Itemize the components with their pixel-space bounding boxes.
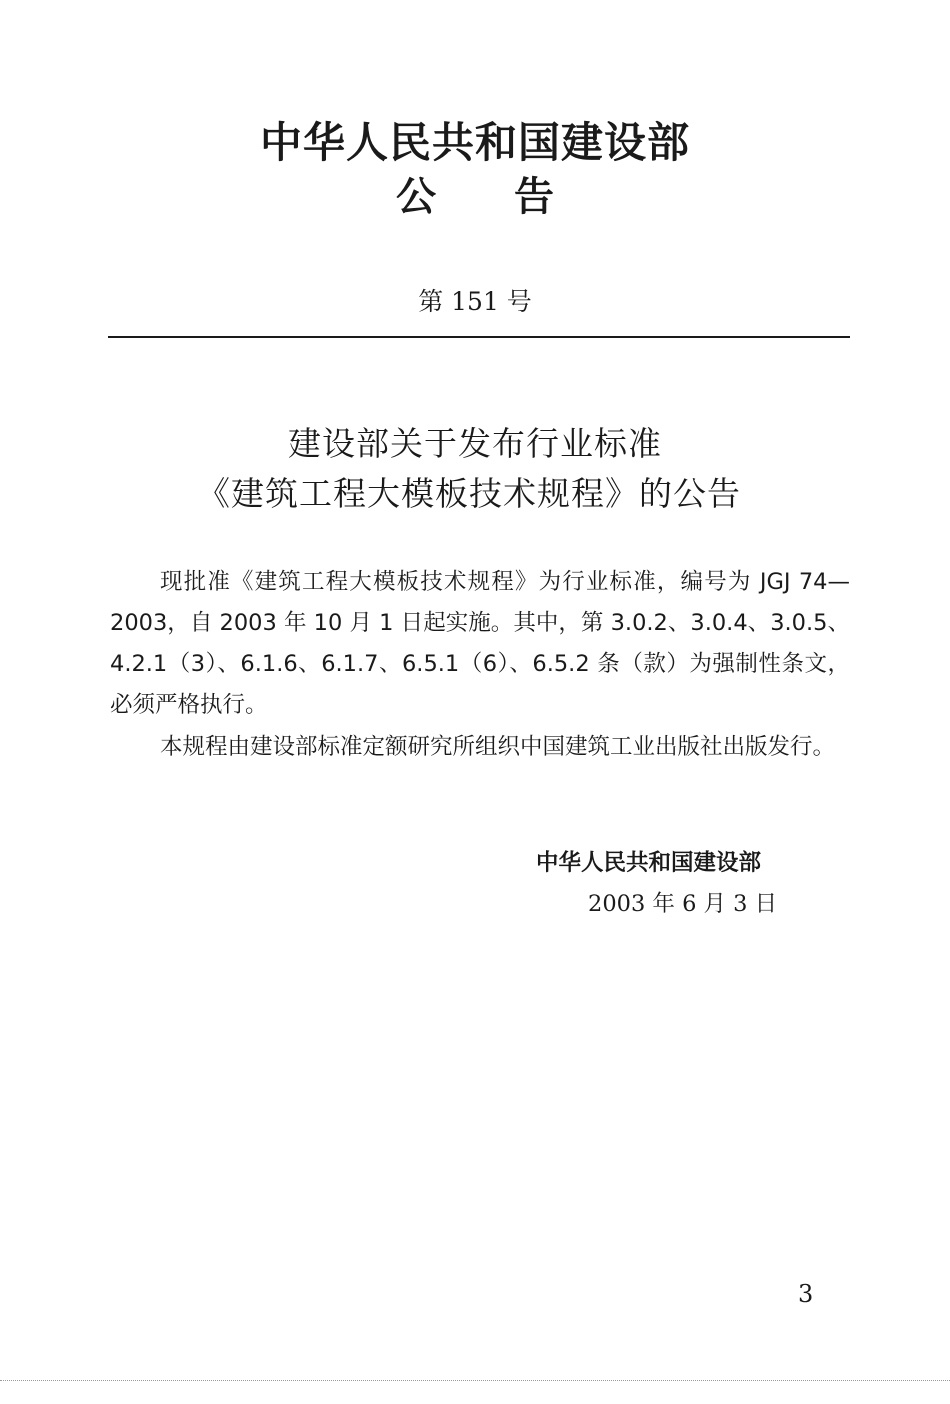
header-divider — [108, 336, 850, 338]
notice-title-line-1: 建设部关于发布行业标准 — [288, 424, 662, 463]
ministry-name: 中华人民共和国建设部 — [259, 118, 690, 167]
signature-organization: 中华人民共和国建设部 — [536, 850, 762, 876]
notice-number: 第 151 号 — [418, 287, 532, 316]
notice-heading: 公告 — [396, 173, 632, 220]
scan-edge-line — [0, 1380, 950, 1381]
signature-date: 2003 年 6 月 3 日 — [588, 891, 778, 917]
body-paragraph-publishing: 本规程由建设部标准定额研究所组织中国建筑工业出版社出版发行。 — [160, 734, 836, 760]
body-paragraph-approval: 现批准《建筑工程大模板技术规程》为行业标准，编号为 JGJ 74—2003，自 2003 年 10 月 1 日起实施。其中，第 3.0.2、3.0.4、3.0.5、4.2.1（3）、6.1.6、6.1.7、6.5.1（6）、6.5.2 条（款）为强制性条文，必须严格执行。 — [110, 569, 850, 718]
page-number: 3 — [798, 1280, 814, 1308]
notice-title-line-2: 《建筑工程大模板技术规程》的公告 — [197, 474, 741, 513]
